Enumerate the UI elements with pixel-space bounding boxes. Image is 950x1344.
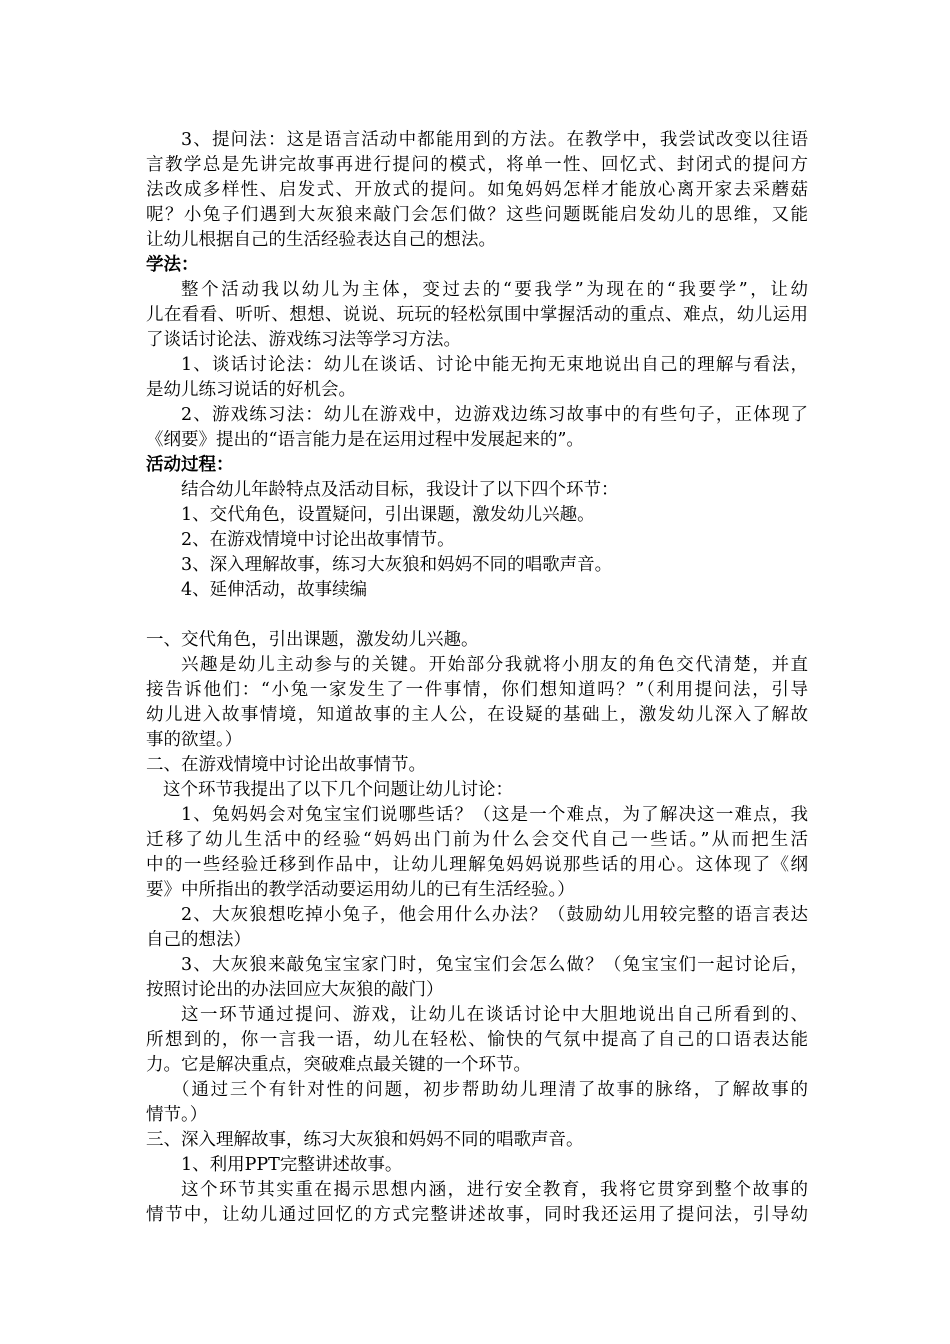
paragraph-line: 1、谈话讨论法：幼儿在谈话、讨论中能无拘无束地说出自己的理解与看法， bbox=[181, 355, 808, 375]
section-heading-2: 二、在游戏情境中讨论出故事情节。 bbox=[146, 755, 426, 775]
paragraph-line: 按照讨论出的办法回应大灰狼的敲门） bbox=[146, 980, 444, 1000]
section-heading-1: 一、交代角色，引出课题，激发幼儿兴趣。 bbox=[146, 630, 479, 650]
paragraph-line: 所想到的，你一言我一语，幼儿在轻松、愉快的气氛中提高了自己的口语表达能 bbox=[146, 1030, 808, 1050]
paragraph-line: 是幼儿练习说话的好机会。 bbox=[146, 380, 356, 400]
list-item: 1、交代角色，设置疑问，引出课题，激发幼儿兴趣。 bbox=[181, 505, 595, 525]
list-item: 4、延伸活动，故事续编 bbox=[181, 580, 368, 600]
paragraph-line: 2、游戏练习法：幼儿在游戏中，边游戏边练习故事中的有些句子，正体现了 bbox=[181, 405, 808, 425]
paragraph-line: 呢？小兔子们遇到大灰狼来敲门会怎们做？这些问题既能启发幼儿的思维，又能 bbox=[146, 205, 808, 225]
paragraph-line: 情节中，让幼儿通过回忆的方式完整讲述故事，同时我还运用了提问法，引导幼 bbox=[146, 1205, 808, 1225]
list-item: 2、在游戏情境中讨论出故事情节。 bbox=[181, 530, 455, 550]
paragraph-line: 兴趣是幼儿主动参与的关键。开始部分我就将小朋友的角色交代清楚，并直 bbox=[181, 655, 808, 675]
paragraph-line: 中的一些经验迁移到作品中，让幼儿理解兔妈妈说那些话的用心。这体现了《纲 bbox=[146, 855, 808, 875]
paragraph-line: 2、大灰狼想吃掉小兔子，他会用什么办法？（鼓励幼儿用较完整的语言表达 bbox=[181, 905, 808, 925]
paragraph-line: 3、提问法：这是语言活动中都能用到的方法。在教学中，我尝试改变以往语 bbox=[181, 130, 808, 150]
paragraph-line: 3、大灰狼来敲兔宝宝家门时，兔宝宝们会怎么做？（兔宝宝们一起讨论后， bbox=[181, 955, 808, 975]
paragraph-line: 《纲要》提出的“语言能力是在运用过程中发展起来的”。 bbox=[146, 430, 584, 450]
list-item: 3、深入理解故事，练习大灰狼和妈妈不同的唱歌声音。 bbox=[181, 555, 613, 575]
list-item: 1、利用PPT完整讲述故事。 bbox=[181, 1155, 403, 1175]
paragraph-line: 这一环节通过提问、游戏，让幼儿在谈话讨论中大胆地说出自己所看到的、 bbox=[181, 1005, 808, 1025]
paragraph-line: 让幼儿根据自己的生活经验表达自己的想法。 bbox=[146, 230, 496, 250]
paragraph-line: 了谈话讨论法、游戏练习法等学习方法。 bbox=[146, 330, 461, 350]
paragraph-line: 结合幼儿年龄特点及活动目标，我设计了以下四个环节： bbox=[181, 480, 619, 500]
paragraph-line: 言教学总是先讲完故事再进行提问的模式，将单一性、回忆式、封闭式的提问方 bbox=[146, 155, 808, 175]
section-heading-study-method: 学法： bbox=[146, 255, 199, 275]
paragraph-line: 情节。） bbox=[146, 1105, 208, 1125]
paragraph-line: 迁移了幼儿生活中的经验“妈妈出门前为什么会交代自己一些话。”从而把生活 bbox=[146, 830, 808, 850]
paragraph-line: 1、兔妈妈会对兔宝宝们说哪些话？（这是一个难点，为了解决这一难点，我 bbox=[181, 805, 808, 825]
paragraph-line: 幼儿进入故事情境，知道故事的主人公，在设疑的基础上，激发幼儿深入了解故 bbox=[146, 705, 808, 725]
paragraph-line: 自己的想法） bbox=[146, 930, 251, 950]
section-heading-activity-process: 活动过程： bbox=[146, 455, 234, 475]
paragraph-line: 接告诉他们：“小兔一家发生了一件事情，你们想知道吗？”（利用提问法，引导 bbox=[146, 680, 808, 700]
paragraph-line: 儿在看看、听听、想想、说说、玩玩的轻松氛围中掌握活动的重点、难点，幼儿运用 bbox=[146, 305, 808, 325]
paragraph-line: （通过三个有针对性的问题，初步帮助幼儿理清了故事的脉络，了解故事的 bbox=[172, 1080, 808, 1100]
paragraph-line: 力。它是解决重点，突破难点最关键的一个环节。 bbox=[146, 1055, 531, 1075]
paragraph-line: 整个活动我以幼儿为主体，变过去的“要我学”为现在的“我要学”，让幼 bbox=[181, 280, 808, 300]
paragraph-line: 这个环节我提出了以下几个问题让幼儿讨论： bbox=[163, 780, 513, 800]
paragraph-line: 法改成多样性、启发式、开放式的提问。如兔妈妈怎样才能放心离开家去采蘑菇 bbox=[146, 180, 808, 200]
section-heading-3: 三、深入理解故事，练习大灰狼和妈妈不同的唱歌声音。 bbox=[146, 1130, 584, 1150]
paragraph-line: 事的欲望。） bbox=[146, 730, 243, 750]
paragraph-line: 这个环节其实重在揭示思想内涵，进行安全教育，我将它贯穿到整个故事的 bbox=[181, 1180, 808, 1200]
paragraph-line: 要》中所指出的教学活动要运用幼儿的已有生活经验。） bbox=[146, 880, 575, 900]
